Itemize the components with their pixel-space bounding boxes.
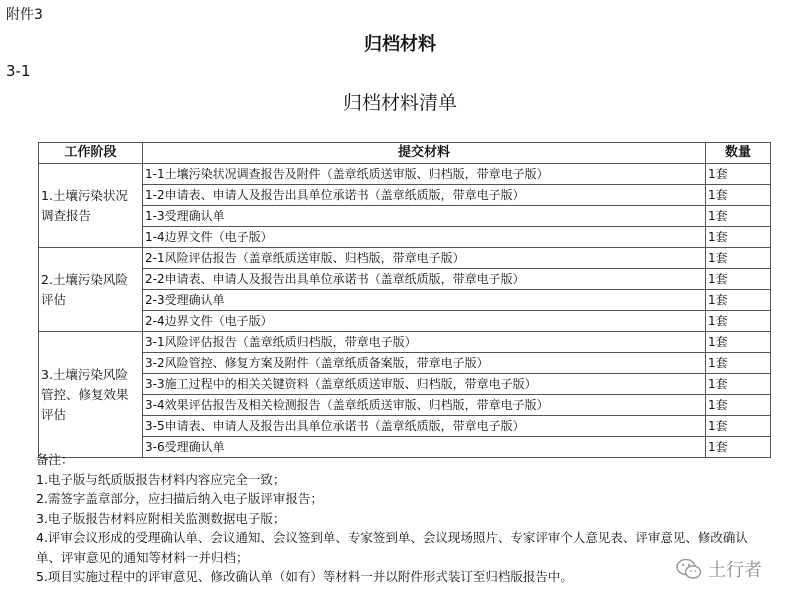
material-cell: 3-2风险管控、修复方案及附件（盖章纸质备案版，带章电子版） (143, 353, 706, 374)
quantity-cell: 1套 (706, 227, 771, 248)
table-row (39, 395, 771, 416)
note-item: 5.项目实施过程中的评审意见、修改确认单（如有）等材料一并以附件形式装订至归档版报告中。 (36, 569, 573, 584)
quantity-cell: 1套 (706, 437, 771, 458)
material-cell: 3-6受理确认单 (143, 437, 706, 458)
table-row (39, 227, 771, 248)
note-item: 单、评审意见的通知等材料一并归档； (36, 549, 249, 565)
notes-title: 备注： (36, 452, 74, 467)
quantity-cell: 1套 (706, 185, 771, 206)
material-cell: 1-4边界文件（电子版） (143, 227, 706, 248)
table-row (39, 374, 771, 395)
table-body (39, 164, 771, 458)
material-cell: 1-2申请表、申请人及报告出具单位承诺书（盖章纸质版，带章电子版） (143, 185, 706, 206)
notes-section (36, 450, 786, 587)
column-header-stage: 工作阶段 (39, 143, 143, 164)
quantity-cell: 1套 (706, 311, 771, 332)
table-header-row (39, 143, 771, 164)
note-item: 4.评审会议形成的受理确认单、会议通知、会议签到单、专家签到单、会议现场照片、专家评审个人意见表、评审意见、修改确认 (36, 530, 748, 545)
material-cell: 2-4边界文件（电子版） (143, 311, 706, 332)
note-item: 2.需签字盖章部分，应扫描后纳入电子版评审报告； (36, 491, 323, 506)
material-cell: 3-4效果评估报告及相关检测报告（盖章纸质送审版、归档版，带章电子版） (143, 395, 706, 416)
quantity-cell: 1套 (706, 395, 771, 416)
note-item: 3.电子版报告材料应附相关监测数据电子版； (36, 510, 286, 526)
quantity-cell: 1套 (706, 332, 771, 353)
main-title: 归档材料 (364, 34, 436, 55)
note-item: 1.电子版与纸质版报告材料内容应完全一致； (36, 471, 286, 487)
table-row (39, 311, 771, 332)
quantity-cell: 1套 (706, 290, 771, 311)
material-cell: 3-5申请表、申请人及报告出具单位承诺书（盖章纸质版，带章电子版） (143, 416, 706, 437)
watermark (676, 556, 762, 582)
watermark-text: 土行者 (708, 560, 762, 581)
material-cell: 2-2申请表、申请人及报告出具单位承诺书（盖章纸质版，带章电子版） (143, 269, 706, 290)
material-cell: 3-3施工过程中的相关关键资料（盖章纸质送审版、归档版，带章电子版） (143, 374, 706, 395)
column-header-quantity: 数量 (706, 143, 771, 164)
quantity-cell: 1套 (706, 206, 771, 227)
stage-cell: 3.土壤污染风险管控、修复效果评估 (39, 332, 143, 458)
material-cell: 2-3受理确认单 (143, 290, 706, 311)
table-row (39, 269, 771, 290)
stage-cell: 1.土壤污染状况调查报告 (39, 164, 143, 248)
quantity-cell: 1套 (706, 248, 771, 269)
material-cell: 1-1土壤污染状况调查报告及附件（盖章纸质送审版、归档版，带章电子版） (143, 164, 706, 185)
quantity-cell: 1套 (706, 353, 771, 374)
stage-cell: 2.土壤污染风险评估 (39, 248, 143, 332)
table-row (39, 353, 771, 374)
archive-materials-table (38, 142, 771, 458)
list-title: 归档材料清单 (342, 92, 457, 114)
section-number: 3-1 (6, 62, 31, 80)
material-cell: 2-1风险评估报告（盖章纸质送审版、归档版，带章电子版） (143, 248, 706, 269)
attachment-label: 附件3 (6, 7, 43, 23)
wechat-icon (676, 558, 702, 580)
quantity-cell: 1套 (706, 374, 771, 395)
table-row (39, 290, 771, 311)
table-row (39, 416, 771, 437)
table-row (39, 248, 771, 269)
table-row (39, 332, 771, 353)
quantity-cell: 1套 (706, 416, 771, 437)
table-row (39, 206, 771, 227)
material-cell: 3-1风险评估报告（盖章纸质归档版，带章电子版） (143, 332, 706, 353)
quantity-cell: 1套 (706, 164, 771, 185)
material-cell: 1-3受理确认单 (143, 206, 706, 227)
quantity-cell: 1套 (706, 269, 771, 290)
column-header-materials: 提交材料 (143, 143, 706, 164)
table-row (39, 164, 771, 185)
table-row (39, 185, 771, 206)
